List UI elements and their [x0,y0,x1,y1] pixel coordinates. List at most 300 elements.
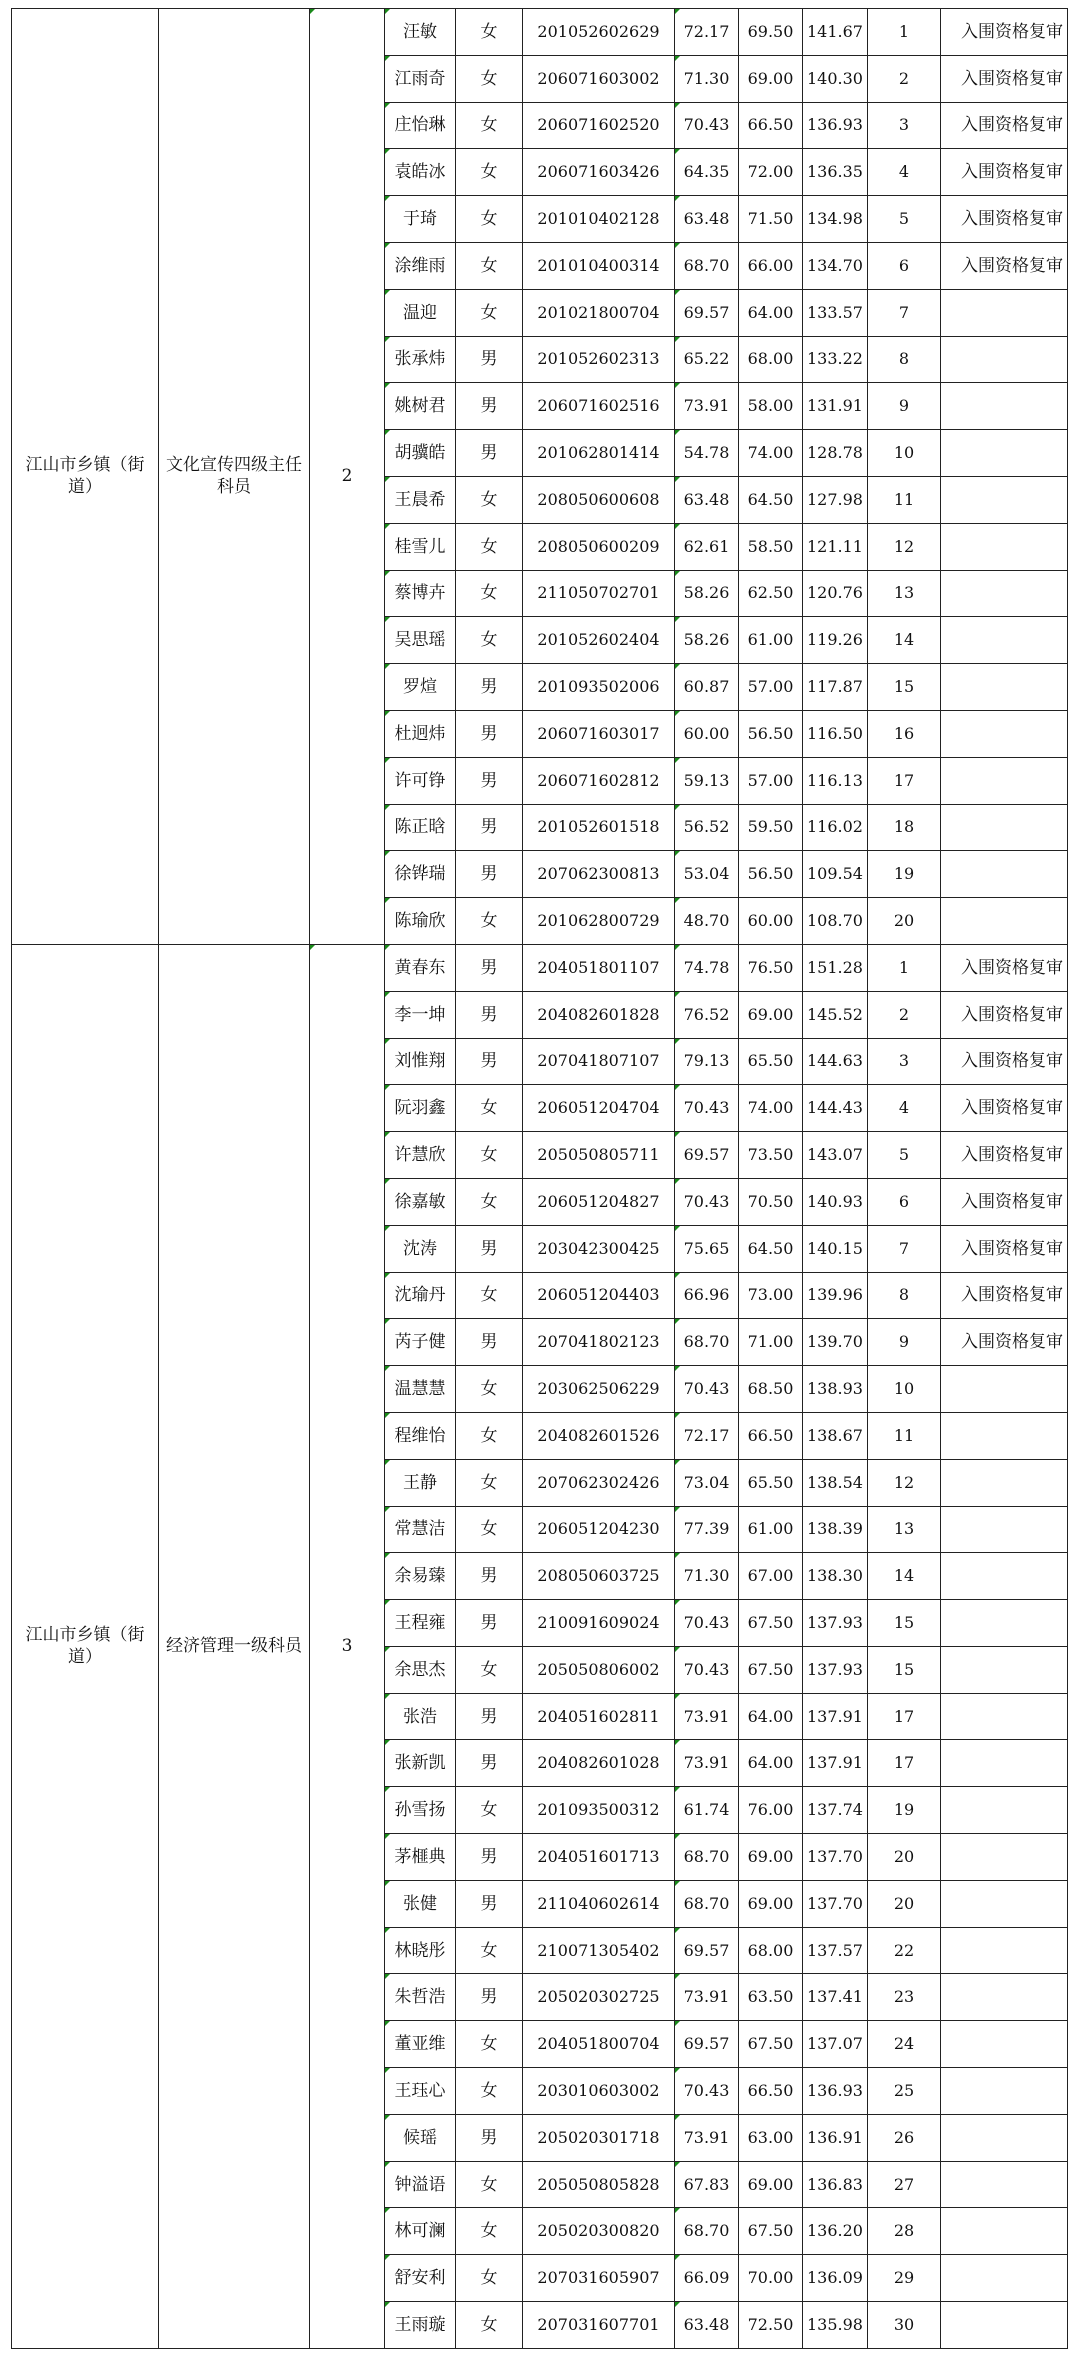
total-score-cell: 138.67 [803,1412,868,1459]
candidate-name-cell: 王珏心 [385,2068,456,2115]
rank-cell: 29 [868,2255,941,2302]
qualification-cell [941,617,1068,664]
total-score-cell: 108.70 [803,898,868,945]
total-score-cell: 138.93 [803,1366,868,1413]
written-score-cell: 76.52 [675,991,739,1038]
exam-id-cell: 201093500312 [523,1787,675,1834]
exam-id-cell: 201062801414 [523,430,675,477]
total-score-cell: 151.28 [803,944,868,991]
interview-score-cell: 69.00 [739,991,803,1038]
gender-cell: 女 [456,523,523,570]
exam-id-cell: 205020301718 [523,2114,675,2161]
qualification-cell: 入围资格复审 [941,1132,1068,1179]
rank-cell: 10 [868,430,941,477]
written-score-cell: 68.70 [675,1319,739,1366]
gender-cell: 女 [456,1646,523,1693]
gender-cell: 男 [456,804,523,851]
interview-score-cell: 66.50 [739,102,803,149]
written-score-cell: 75.65 [675,1225,739,1272]
exam-id-cell: 206071603426 [523,149,675,196]
qualification-cell [941,1366,1068,1413]
qualification-cell [941,476,1068,523]
total-score-cell: 138.39 [803,1506,868,1553]
gender-cell: 男 [456,1600,523,1647]
qualification-cell: 入围资格复审 [941,1085,1068,1132]
qualification-cell [941,1740,1068,1787]
position-cell: 经济管理一级科员 [159,944,310,2348]
candidate-name-cell: 王静 [385,1459,456,1506]
qualification-cell [941,757,1068,804]
qualification-cell: 入围资格复审 [941,1319,1068,1366]
gender-cell: 男 [456,1225,523,1272]
gender-cell: 男 [456,1834,523,1881]
written-score-cell: 56.52 [675,804,739,851]
rank-cell: 11 [868,1412,941,1459]
interview-score-cell: 74.00 [739,1085,803,1132]
total-score-cell: 134.98 [803,196,868,243]
rank-cell: 12 [868,1459,941,1506]
total-score-cell: 138.30 [803,1553,868,1600]
rank-cell: 20 [868,898,941,945]
gender-cell: 男 [456,336,523,383]
interview-score-cell: 57.00 [739,664,803,711]
rank-cell: 8 [868,1272,941,1319]
total-score-cell: 119.26 [803,617,868,664]
rank-cell: 16 [868,710,941,757]
written-score-cell: 71.30 [675,55,739,102]
rank-cell: 8 [868,336,941,383]
interview-score-cell: 56.50 [739,851,803,898]
rank-cell: 17 [868,1693,941,1740]
exam-id-cell: 207041807107 [523,1038,675,1085]
exam-id-cell: 211050702701 [523,570,675,617]
interview-score-cell: 76.00 [739,1787,803,1834]
exam-id-cell: 207041802123 [523,1319,675,1366]
interview-score-cell: 58.50 [739,523,803,570]
written-score-cell: 68.70 [675,242,739,289]
candidate-name-cell: 杜迥炜 [385,710,456,757]
total-score-cell: 137.93 [803,1600,868,1647]
candidate-name-cell: 吴思瑶 [385,617,456,664]
total-score-cell: 144.43 [803,1085,868,1132]
interview-score-cell: 68.50 [739,1366,803,1413]
total-score-cell: 137.70 [803,1880,868,1927]
gender-cell: 女 [456,196,523,243]
interview-score-cell: 74.00 [739,430,803,477]
candidate-name-cell: 候瑶 [385,2114,456,2161]
written-score-cell: 73.91 [675,2114,739,2161]
written-score-cell: 70.43 [675,1600,739,1647]
total-score-cell: 145.52 [803,991,868,1038]
written-score-cell: 68.70 [675,1834,739,1881]
candidate-name-cell: 于琦 [385,196,456,243]
qualification-cell: 入围资格复审 [941,1272,1068,1319]
gender-cell: 女 [456,102,523,149]
gender-cell: 女 [456,1366,523,1413]
exam-id-cell: 207062302426 [523,1459,675,1506]
candidate-name-cell: 刘惟翔 [385,1038,456,1085]
interview-score-cell: 67.50 [739,1600,803,1647]
rank-cell: 2 [868,991,941,1038]
total-score-cell: 133.57 [803,289,868,336]
gender-cell: 女 [456,2021,523,2068]
qualification-cell [941,430,1068,477]
exam-id-cell: 204082601526 [523,1412,675,1459]
written-score-cell: 60.00 [675,710,739,757]
total-score-cell: 121.11 [803,523,868,570]
total-score-cell: 134.70 [803,242,868,289]
rank-cell: 19 [868,1787,941,1834]
interview-score-cell: 67.50 [739,2021,803,2068]
written-score-cell: 79.13 [675,1038,739,1085]
interview-score-cell: 69.00 [739,55,803,102]
written-score-cell: 48.70 [675,898,739,945]
exam-id-cell: 207031607701 [523,2302,675,2349]
exam-id-cell: 207062300813 [523,851,675,898]
interview-score-cell: 73.00 [739,1272,803,1319]
results-table [11,8,1068,2349]
written-score-cell: 74.78 [675,944,739,991]
interview-score-cell: 65.50 [739,1038,803,1085]
candidate-name-cell: 张承炜 [385,336,456,383]
rank-cell: 14 [868,617,941,664]
total-score-cell: 137.93 [803,1646,868,1693]
total-score-cell: 138.54 [803,1459,868,1506]
gender-cell: 女 [456,289,523,336]
gender-cell: 男 [456,430,523,477]
qualification-cell [941,664,1068,711]
total-score-cell: 136.83 [803,2161,868,2208]
candidate-name-cell: 袁皓冰 [385,149,456,196]
total-score-cell: 136.93 [803,102,868,149]
interview-score-cell: 58.00 [739,383,803,430]
candidate-name-cell: 温慧慧 [385,1366,456,1413]
written-score-cell: 54.78 [675,430,739,477]
qualification-cell [941,1506,1068,1553]
total-score-cell: 137.74 [803,1787,868,1834]
written-score-cell: 77.39 [675,1506,739,1553]
written-score-cell: 59.13 [675,757,739,804]
interview-score-cell: 68.00 [739,336,803,383]
written-score-cell: 61.74 [675,1787,739,1834]
interview-score-cell: 71.50 [739,196,803,243]
rank-cell: 18 [868,804,941,851]
candidate-name-cell: 陈正晗 [385,804,456,851]
interview-score-cell: 66.50 [739,1412,803,1459]
candidate-name-cell: 庄怡琳 [385,102,456,149]
exam-id-cell: 210071305402 [523,1927,675,1974]
candidate-name-cell: 孙雪扬 [385,1787,456,1834]
total-score-cell: 136.93 [803,2068,868,2115]
gender-cell: 女 [456,617,523,664]
exam-id-cell: 206051204827 [523,1178,675,1225]
candidate-name-cell: 王程雍 [385,1600,456,1647]
exam-id-cell: 201010400314 [523,242,675,289]
rank-cell: 26 [868,2114,941,2161]
rank-cell: 1 [868,9,941,56]
exam-id-cell: 208050603725 [523,1553,675,1600]
candidate-name-cell: 胡骥皓 [385,430,456,477]
written-score-cell: 73.04 [675,1459,739,1506]
interview-score-cell: 64.00 [739,289,803,336]
gender-cell: 男 [456,1974,523,2021]
qualification-cell [941,1459,1068,1506]
interview-score-cell: 70.50 [739,1178,803,1225]
written-score-cell: 63.48 [675,2302,739,2349]
written-score-cell: 73.91 [675,383,739,430]
rank-cell: 4 [868,149,941,196]
gender-cell: 男 [456,383,523,430]
candidate-name-cell: 涂维雨 [385,242,456,289]
exam-id-cell: 205020300820 [523,2208,675,2255]
interview-score-cell: 63.00 [739,2114,803,2161]
exam-id-cell: 201052602629 [523,9,675,56]
rank-cell: 13 [868,1506,941,1553]
exam-id-cell: 201021800704 [523,289,675,336]
interview-score-cell: 63.50 [739,1974,803,2021]
total-score-cell: 140.93 [803,1178,868,1225]
total-score-cell: 139.70 [803,1319,868,1366]
written-score-cell: 70.43 [675,1178,739,1225]
rank-cell: 3 [868,1038,941,1085]
total-score-cell: 136.20 [803,2208,868,2255]
rank-cell: 1 [868,944,941,991]
exam-id-cell: 205020302725 [523,1974,675,2021]
interview-score-cell: 64.00 [739,1740,803,1787]
exam-id-cell: 201052602404 [523,617,675,664]
gender-cell: 男 [456,2114,523,2161]
written-score-cell: 63.48 [675,196,739,243]
qualification-cell [941,2021,1068,2068]
rank-cell: 20 [868,1834,941,1881]
table-row [12,9,1068,56]
rank-cell: 25 [868,2068,941,2115]
gender-cell: 女 [456,2302,523,2349]
exam-id-cell: 206051204704 [523,1085,675,1132]
candidate-name-cell: 董亚维 [385,2021,456,2068]
qualification-cell: 入围资格复审 [941,9,1068,56]
total-score-cell: 139.96 [803,1272,868,1319]
candidate-name-cell: 温迎 [385,289,456,336]
rank-cell: 6 [868,242,941,289]
qualification-cell: 入围资格复审 [941,196,1068,243]
unit-cell: 江山市乡镇（街道） [12,9,159,945]
qualification-cell [941,1412,1068,1459]
exam-id-cell: 201052601518 [523,804,675,851]
gender-cell: 女 [456,1085,523,1132]
exam-id-cell: 208050600608 [523,476,675,523]
quota-cell: 3 [310,944,385,2348]
qualification-cell: 入围资格复审 [941,944,1068,991]
candidate-name-cell: 常慧洁 [385,1506,456,1553]
gender-cell: 女 [456,1178,523,1225]
exam-id-cell: 206071603002 [523,55,675,102]
qualification-cell [941,1834,1068,1881]
rank-cell: 3 [868,102,941,149]
candidate-name-cell: 余思杰 [385,1646,456,1693]
interview-score-cell: 65.50 [739,1459,803,1506]
written-score-cell: 70.43 [675,102,739,149]
gender-cell: 男 [456,1319,523,1366]
exam-id-cell: 205050805828 [523,2161,675,2208]
candidate-name-cell: 程维怡 [385,1412,456,1459]
qualification-cell: 入围资格复审 [941,149,1068,196]
written-score-cell: 72.17 [675,9,739,56]
total-score-cell: 140.30 [803,55,868,102]
gender-cell: 女 [456,2161,523,2208]
qualification-cell [941,2068,1068,2115]
rank-cell: 5 [868,196,941,243]
rank-cell: 10 [868,1366,941,1413]
written-score-cell: 58.26 [675,617,739,664]
gender-cell: 男 [456,1553,523,1600]
written-score-cell: 69.57 [675,1927,739,1974]
gender-cell: 男 [456,664,523,711]
qualification-cell: 入围资格复审 [941,1038,1068,1085]
total-score-cell: 137.57 [803,1927,868,1974]
exam-id-cell: 203062506229 [523,1366,675,1413]
qualification-cell [941,804,1068,851]
interview-score-cell: 64.50 [739,476,803,523]
interview-score-cell: 69.00 [739,2161,803,2208]
gender-cell: 男 [456,991,523,1038]
candidate-name-cell: 徐嘉敏 [385,1178,456,1225]
total-score-cell: 131.91 [803,383,868,430]
interview-score-cell: 59.50 [739,804,803,851]
gender-cell: 女 [456,9,523,56]
exam-id-cell: 206071602812 [523,757,675,804]
exam-id-cell: 207031605907 [523,2255,675,2302]
rank-cell: 14 [868,1553,941,1600]
gender-cell: 男 [456,1693,523,1740]
rank-cell: 9 [868,383,941,430]
total-score-cell: 109.54 [803,851,868,898]
qualification-cell [941,2208,1068,2255]
qualification-cell [941,1880,1068,1927]
written-score-cell: 60.87 [675,664,739,711]
qualification-cell [941,2114,1068,2161]
exam-id-cell: 201062800729 [523,898,675,945]
gender-cell: 女 [456,2068,523,2115]
written-score-cell: 72.17 [675,1412,739,1459]
candidate-name-cell: 张新凯 [385,1740,456,1787]
total-score-cell: 143.07 [803,1132,868,1179]
rank-cell: 15 [868,664,941,711]
written-score-cell: 58.26 [675,570,739,617]
total-score-cell: 120.76 [803,570,868,617]
exam-id-cell: 206051204403 [523,1272,675,1319]
gender-cell: 男 [456,944,523,991]
interview-score-cell: 60.00 [739,898,803,945]
qualification-cell [941,1927,1068,1974]
total-score-cell: 137.91 [803,1693,868,1740]
interview-score-cell: 66.00 [739,242,803,289]
candidate-name-cell: 阮羽鑫 [385,1085,456,1132]
rank-cell: 30 [868,2302,941,2349]
interview-score-cell: 69.00 [739,1880,803,1927]
gender-cell: 男 [456,851,523,898]
gender-cell: 女 [456,1272,523,1319]
exam-id-cell: 204082601828 [523,991,675,1038]
qualification-cell [941,2255,1068,2302]
qualification-cell [941,710,1068,757]
gender-cell: 女 [456,1412,523,1459]
written-score-cell: 66.96 [675,1272,739,1319]
exam-id-cell: 206071602520 [523,102,675,149]
rank-cell: 4 [868,1085,941,1132]
gender-cell: 男 [456,1740,523,1787]
gender-cell: 女 [456,55,523,102]
gender-cell: 女 [456,242,523,289]
total-score-cell: 136.09 [803,2255,868,2302]
candidate-name-cell: 汪敏 [385,9,456,56]
total-score-cell: 133.22 [803,336,868,383]
exam-id-cell: 204082601028 [523,1740,675,1787]
total-score-cell: 135.98 [803,2302,868,2349]
qualification-cell [941,289,1068,336]
rank-cell: 9 [868,1319,941,1366]
gender-cell: 女 [456,1927,523,1974]
qualification-cell [941,851,1068,898]
qualification-cell: 入围资格复审 [941,1178,1068,1225]
qualification-cell [941,336,1068,383]
results-table-body [12,9,1068,2349]
rank-cell: 22 [868,1927,941,1974]
exam-id-cell: 204051800704 [523,2021,675,2068]
interview-score-cell: 71.00 [739,1319,803,1366]
interview-score-cell: 76.50 [739,944,803,991]
interview-score-cell: 69.50 [739,9,803,56]
rank-cell: 17 [868,757,941,804]
rank-cell: 2 [868,55,941,102]
gender-cell: 男 [456,1038,523,1085]
total-score-cell: 116.02 [803,804,868,851]
position-cell: 文化宣传四级主任科员 [159,9,310,945]
total-score-cell: 116.50 [803,710,868,757]
written-score-cell: 70.43 [675,1646,739,1693]
candidate-name-cell: 芮子健 [385,1319,456,1366]
written-score-cell: 63.48 [675,476,739,523]
total-score-cell: 117.87 [803,664,868,711]
written-score-cell: 69.57 [675,289,739,336]
candidate-name-cell: 林可澜 [385,2208,456,2255]
candidate-name-cell: 张健 [385,1880,456,1927]
qualification-cell [941,1787,1068,1834]
exam-id-cell: 201093502006 [523,664,675,711]
rank-cell: 23 [868,1974,941,2021]
gender-cell: 男 [456,757,523,804]
written-score-cell: 68.70 [675,1880,739,1927]
written-score-cell: 64.35 [675,149,739,196]
candidate-name-cell: 桂雪儿 [385,523,456,570]
exam-id-cell: 204051602811 [523,1693,675,1740]
gender-cell: 女 [456,1787,523,1834]
interview-score-cell: 62.50 [739,570,803,617]
rank-cell: 6 [868,1178,941,1225]
gender-cell: 女 [456,2255,523,2302]
interview-score-cell: 67.50 [739,2208,803,2255]
candidate-name-cell: 姚树君 [385,383,456,430]
rank-cell: 24 [868,2021,941,2068]
rank-cell: 13 [868,570,941,617]
written-score-cell: 62.61 [675,523,739,570]
written-score-cell: 68.70 [675,2208,739,2255]
candidate-name-cell: 林晓彤 [385,1927,456,1974]
interview-score-cell: 70.00 [739,2255,803,2302]
exam-id-cell: 203042300425 [523,1225,675,1272]
rank-cell: 5 [868,1132,941,1179]
candidate-name-cell: 许可铮 [385,757,456,804]
